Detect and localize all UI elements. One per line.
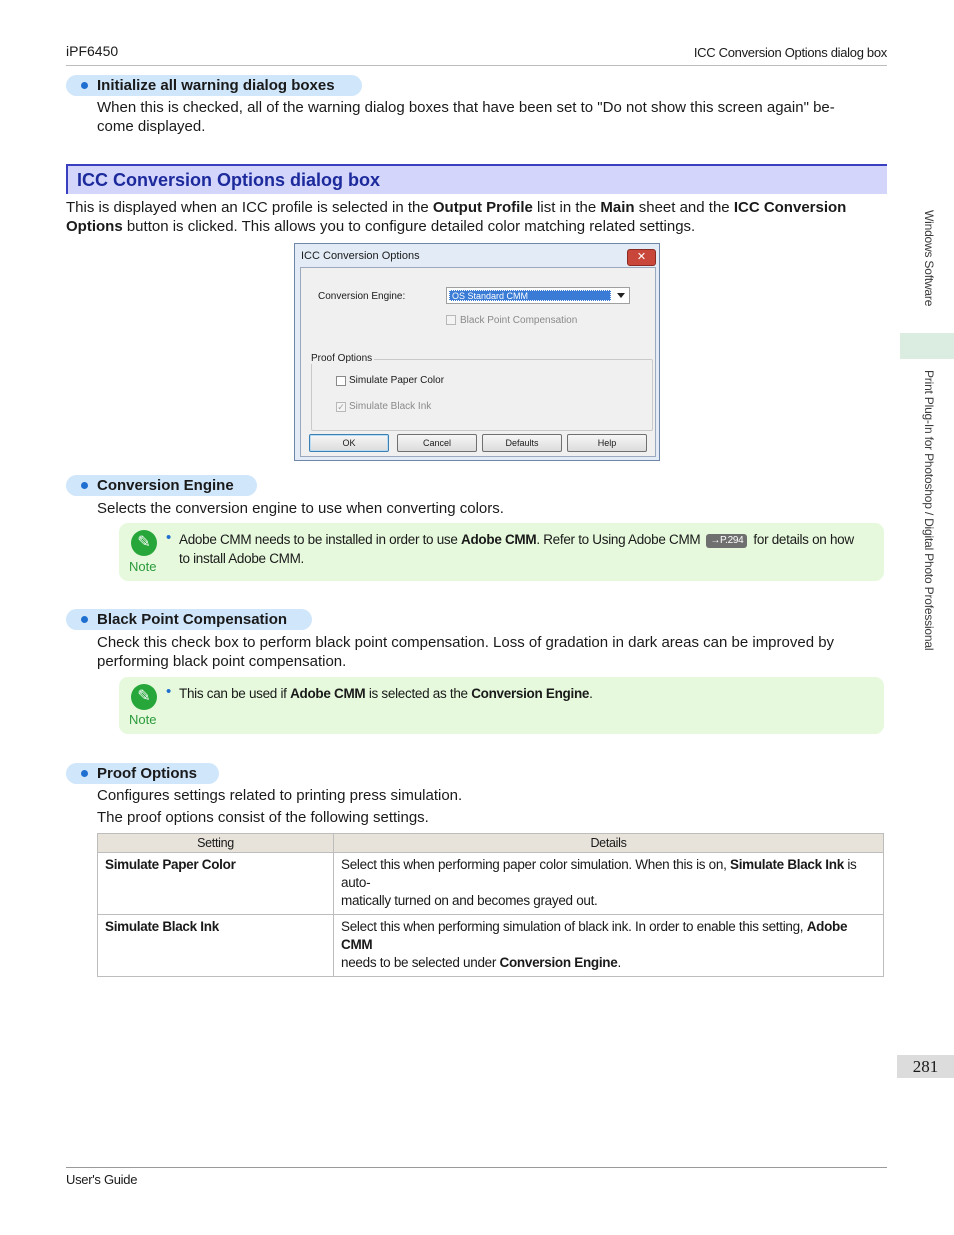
- table-row: [98, 853, 884, 915]
- note-box-bpc: [119, 677, 884, 734]
- proof-options-label: Proof Options: [311, 353, 373, 364]
- footer-text: User's Guide: [66, 1172, 138, 1187]
- footer-divider: [66, 1167, 887, 1168]
- note-pencil-icon: ✎: [131, 530, 157, 556]
- bpc-description: Check this check box to perform black point compensation. Loss of gradation in dark areas can be improved by performing black point compensation.: [97, 634, 835, 670]
- dialog-title: ICC Conversion Options: [301, 250, 420, 262]
- bpc-label: Black Point Compensation: [460, 315, 578, 326]
- simulate-paper-checkbox[interactable]: [336, 376, 346, 386]
- simulate-black-checkbox[interactable]: ✓: [337, 402, 345, 412]
- bpc-checkbox[interactable]: [446, 315, 456, 325]
- note-text: This can be used if Adobe CMM is selected as the Conversion Engine.: [179, 686, 593, 701]
- cancel-button[interactable]: Cancel: [397, 434, 477, 452]
- column-header-details: Details: [334, 834, 884, 853]
- note-label: Note: [129, 712, 157, 727]
- proof-settings-table: [97, 833, 884, 977]
- setting-details: Select this when performing paper color simulation. When this is on, Simulate Black Ink is auto- matically turned on and becomes grayed out.: [334, 853, 884, 915]
- simulate-black-label: Simulate Black Ink: [349, 401, 432, 412]
- proof-description-2: The proof options consist of the following settings.: [97, 809, 429, 826]
- initialize-description: When this is checked, all of the warning dialog boxes that have been set to "Do not show this screen again" be- come displayed.: [97, 99, 835, 135]
- note-label: Note: [129, 559, 157, 574]
- dialog-client: [300, 267, 656, 457]
- page-reference-link[interactable]: →P.294: [706, 534, 747, 548]
- setting-name: Simulate Paper Color: [98, 853, 334, 915]
- chevron-down-icon: [617, 293, 625, 298]
- proof-options-heading: Proof Options: [66, 763, 219, 784]
- bpc-heading: Black Point Compensation: [66, 609, 312, 630]
- header-divider: [66, 65, 887, 66]
- engine-select[interactable]: [446, 287, 630, 304]
- section-intro: This is displayed when an ICC profile is selected in the Output Profile list in the Main sheet and the ICC Conversion Options button is clicked. This allows you to configure detailed color matching related settings.: [66, 199, 847, 235]
- sidebar-chapter-title: Windows Software: [922, 210, 936, 307]
- bullet-icon: •: [166, 529, 172, 546]
- bullet-icon: [81, 82, 88, 89]
- bullet-icon: •: [166, 683, 172, 700]
- table-header-row: [98, 834, 884, 853]
- simulate-paper-label: Simulate Paper Color: [349, 375, 445, 386]
- ok-button[interactable]: OK: [309, 434, 389, 452]
- header-model: iPF6450: [66, 43, 119, 59]
- proof-description-1: Configures settings related to printing press simulation.: [97, 787, 463, 804]
- note-text: Adobe CMM needs to be installed in order to use Adobe CMM. Refer to Using Adobe CMM →P.294 for details on how to install Adobe CMM.: [179, 532, 854, 566]
- conversion-engine-heading: Conversion Engine: [66, 475, 257, 496]
- column-header-setting: Setting: [98, 834, 334, 853]
- setting-details: Select this when performing simulation of black ink. In order to enable this setting, Adobe CMM needs to be selected under Conversion Engine.: [334, 915, 884, 977]
- close-icon[interactable]: ✕: [627, 249, 656, 266]
- help-button[interactable]: Help: [567, 434, 647, 452]
- bullet-icon: [81, 482, 88, 489]
- sidebar-chapter-tab: [900, 333, 954, 359]
- icc-conversion-dialog: [294, 243, 660, 461]
- note-pencil-icon: ✎: [131, 684, 157, 710]
- note-box-adobe-cmm: [119, 523, 884, 581]
- bullet-icon: [81, 770, 88, 777]
- engine-label: Conversion Engine:: [318, 291, 406, 302]
- page-number: 281: [897, 1055, 954, 1078]
- section-heading: ICC Conversion Options dialog box: [66, 164, 887, 194]
- header-section-title: ICC Conversion Options dialog box: [693, 45, 887, 60]
- conversion-engine-description: Selects the conversion engine to use when converting colors.: [97, 500, 504, 517]
- sidebar-subchapter-title: Print Plug-In for Photoshop / Digital Photo Professional: [922, 370, 936, 651]
- bullet-icon: [81, 616, 88, 623]
- engine-selected-value: OS Standard CMM: [449, 290, 611, 301]
- table-row: [98, 915, 884, 977]
- initialize-heading: Initialize all warning dialog boxes: [66, 75, 362, 96]
- defaults-button[interactable]: Defaults: [482, 434, 562, 452]
- setting-name: Simulate Black Ink: [98, 915, 334, 977]
- proof-options-group: [311, 359, 653, 431]
